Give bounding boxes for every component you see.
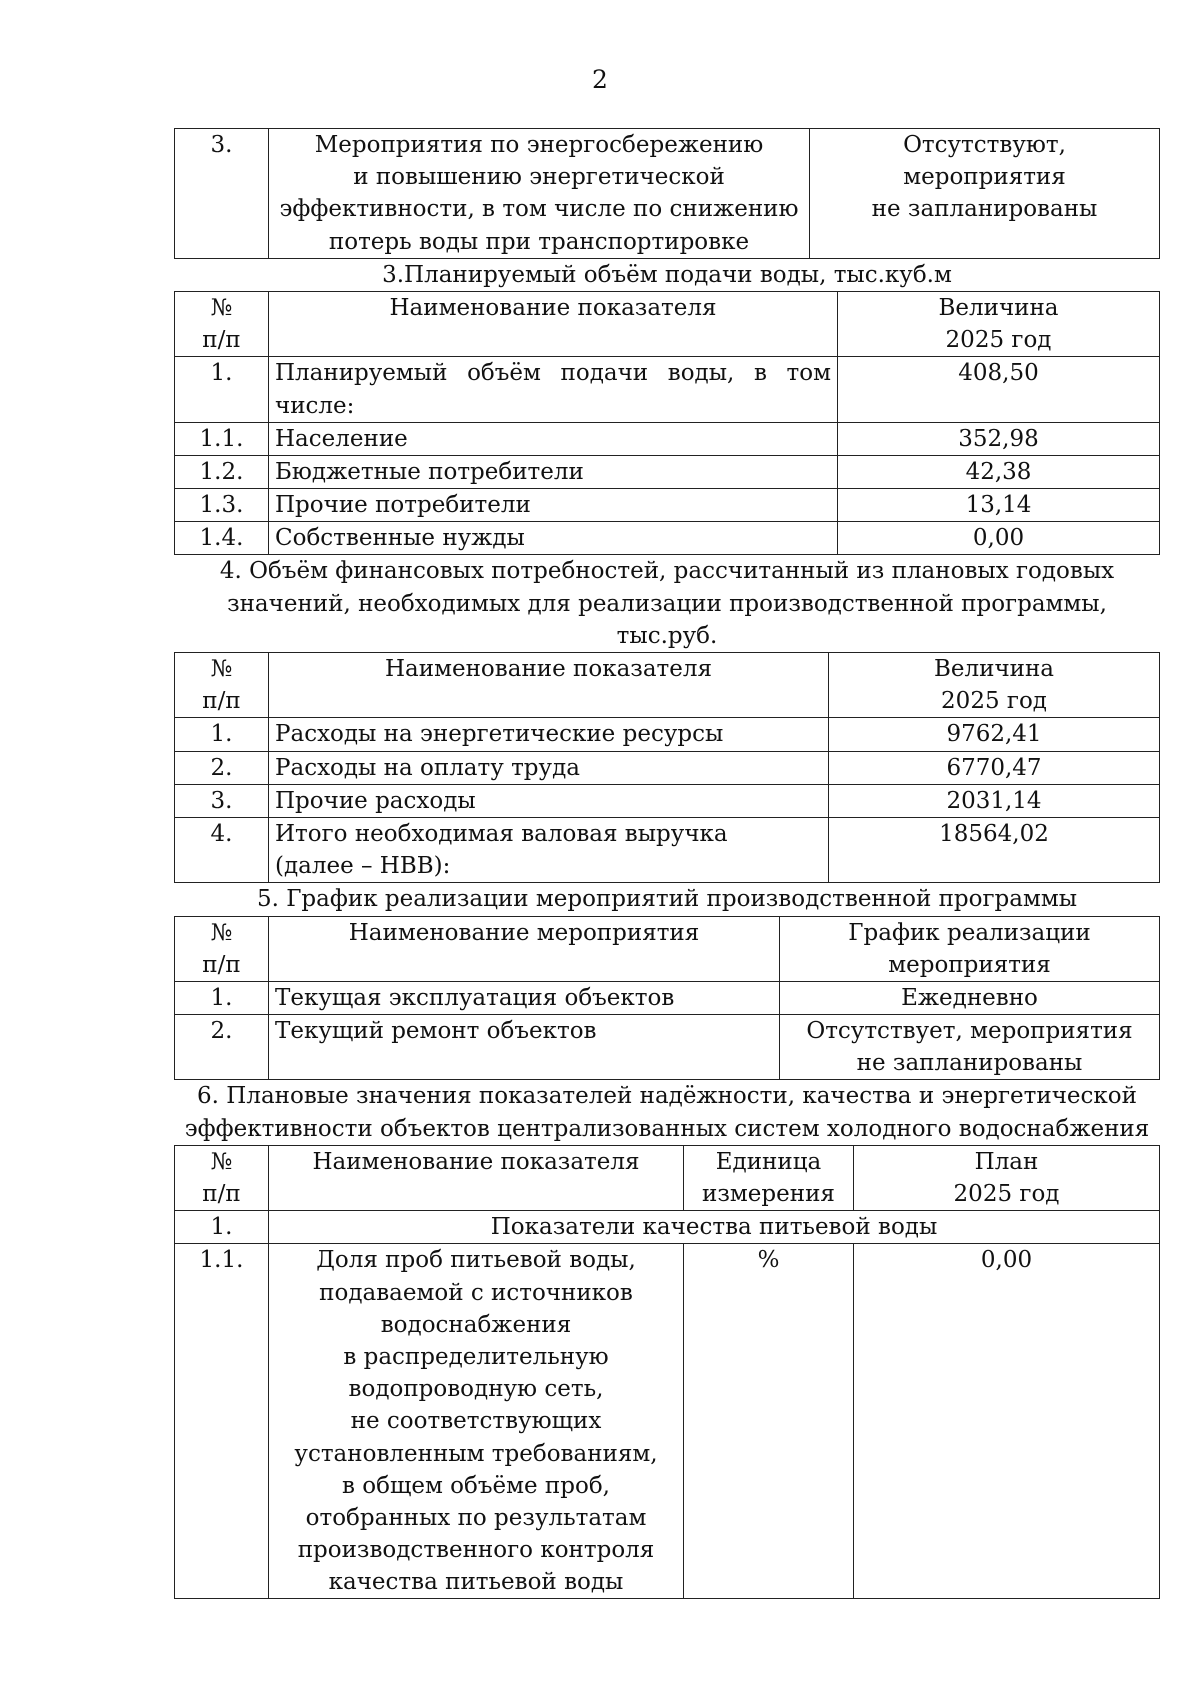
row-value: 352,98 — [838, 422, 1160, 455]
table-row — [175, 129, 1160, 259]
schedule-table — [174, 916, 1160, 1081]
table-row — [175, 357, 1160, 422]
row-name: Расходы на энергетические ресурсы — [269, 718, 829, 751]
table-header-row — [175, 916, 1160, 981]
row-number: 1. — [175, 718, 269, 751]
row-value: 42,38 — [838, 455, 1160, 488]
row-number: 1. — [175, 981, 269, 1014]
row-number: 1.1. — [175, 422, 269, 455]
measure-status: Отсутствуют, мероприятия не запланированы — [810, 129, 1160, 259]
document-body — [174, 128, 1160, 1599]
header-unit: Единица измерения — [684, 1145, 854, 1210]
row-name: Текущий ремонт объектов — [269, 1015, 780, 1080]
header-name: Наименование показателя — [269, 291, 838, 356]
row-schedule: Отсутствует, мероприятия не запланированы — [780, 1015, 1160, 1080]
row-number: 1.1. — [175, 1244, 269, 1599]
measure-name: Мероприятия по энергосбережению и повышению энергетической эффективности, в том числе по снижению потерь воды при транспортировке — [269, 129, 810, 259]
header-num: № п/п — [175, 291, 269, 356]
measures-table — [174, 128, 1160, 259]
row-name: Собственные нужды — [269, 522, 838, 555]
row-number: 2. — [175, 751, 269, 784]
row-value: 9762,41 — [829, 718, 1160, 751]
header-num: № п/п — [175, 1145, 269, 1210]
table-row — [175, 1015, 1160, 1080]
row-number: 3. — [175, 784, 269, 817]
header-schedule: График реализации мероприятия — [780, 916, 1160, 981]
group-number: 1. — [175, 1211, 269, 1244]
row-value: 13,14 — [838, 489, 1160, 522]
table-group-row — [175, 1211, 1160, 1244]
row-value: 0,00 — [838, 522, 1160, 555]
row-number: 3. — [175, 129, 269, 259]
row-name: Население — [269, 422, 838, 455]
water-supply-table — [174, 291, 1160, 556]
page-number: 2 — [592, 65, 608, 94]
table-row — [175, 751, 1160, 784]
header-name: Наименование показателя — [269, 653, 829, 718]
row-number: 1.2. — [175, 455, 269, 488]
table-row — [175, 784, 1160, 817]
row-name: Планируемый объём подачи воды, в том числе: — [269, 357, 838, 422]
group-label: Показатели качества питьевой воды — [269, 1211, 1160, 1244]
table-header-row — [175, 291, 1160, 356]
table-row — [175, 817, 1160, 882]
financial-needs-table — [174, 652, 1160, 883]
section-3-title: 3.Планируемый объём подачи воды, тыс.куб.м — [382, 261, 952, 288]
row-schedule: Ежедневно — [780, 981, 1160, 1014]
row-value: 408,50 — [838, 357, 1160, 422]
header-num: № п/п — [175, 653, 269, 718]
header-value: Величина 2025 год — [838, 291, 1160, 356]
row-name: Доля проб питьевой воды, подаваемой с источников водоснабжения в распределительную водопроводную сеть, не соответствующих установленным требованиям, в общем объёме проб, отобранных по результатам производственного контроля качества питьевой воды — [269, 1244, 684, 1599]
table-header-row — [175, 1145, 1160, 1210]
header-name: Наименование мероприятия — [269, 916, 780, 981]
row-name: Прочие расходы — [269, 784, 829, 817]
table-row — [175, 455, 1160, 488]
table-row — [175, 1244, 1160, 1599]
header-num: № п/п — [175, 916, 269, 981]
table-row — [175, 718, 1160, 751]
table-row — [175, 489, 1160, 522]
row-number: 1.4. — [175, 522, 269, 555]
indicators-table — [174, 1145, 1160, 1600]
row-number: 1. — [175, 357, 269, 422]
row-name: Расходы на оплату труда — [269, 751, 829, 784]
table-row — [175, 522, 1160, 555]
row-value: 6770,47 — [829, 751, 1160, 784]
row-number: 2. — [175, 1015, 269, 1080]
row-unit: % — [684, 1244, 854, 1599]
header-plan: План 2025 год — [854, 1145, 1160, 1210]
row-number: 1.3. — [175, 489, 269, 522]
row-name: Прочие потребители — [269, 489, 838, 522]
row-number: 4. — [175, 817, 269, 882]
header-value: Величина 2025 год — [829, 653, 1160, 718]
row-value: 2031,14 — [829, 784, 1160, 817]
row-name: Бюджетные потребители — [269, 455, 838, 488]
table-row — [175, 422, 1160, 455]
section-4-title: 4. Объём финансовых потребностей, рассчитанный из плановых годовых значений, необходимых для реализации производственной программы, тыс.руб. — [219, 558, 1115, 649]
row-name: Итого необходимая валовая выручка (далее – НВВ): — [269, 817, 829, 882]
table-row — [175, 981, 1160, 1014]
row-value: 18564,02 — [829, 817, 1160, 882]
row-plan: 0,00 — [854, 1244, 1160, 1599]
section-5-title: 5. График реализации мероприятий производственной программы — [256, 886, 1078, 913]
header-name: Наименование показателя — [269, 1145, 684, 1210]
section-6-title: 6. Плановые значения показателей надёжности, качества и энергетической эффективности объектов централизованных систем холодного водоснабжения — [184, 1083, 1150, 1142]
row-name: Текущая эксплуатация объектов — [269, 981, 780, 1014]
table-header-row — [175, 653, 1160, 718]
